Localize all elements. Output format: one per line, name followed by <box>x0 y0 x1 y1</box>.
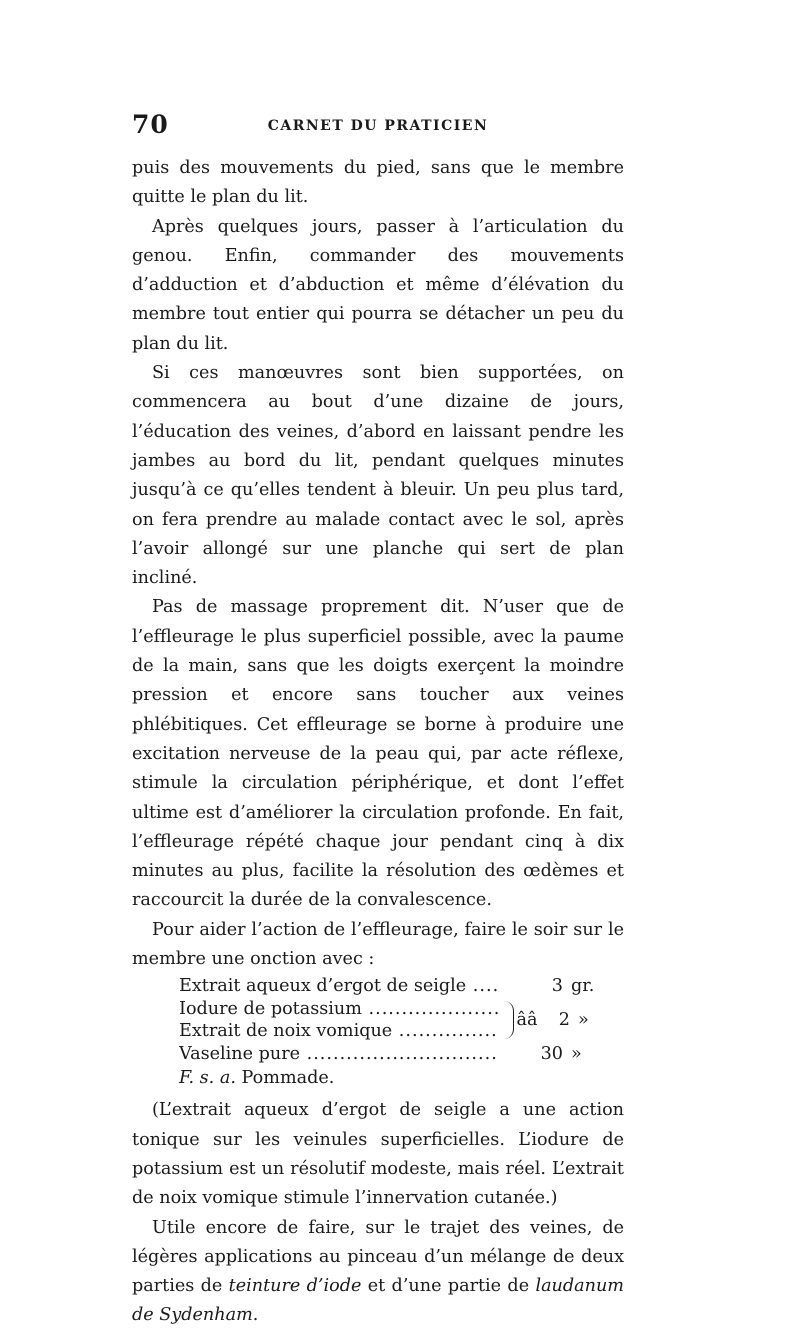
ingredient-unit: gr. <box>571 976 595 997</box>
formula-text: Pommade. <box>241 1068 335 1089</box>
ingredient-amount: 30 <box>540 1043 563 1064</box>
paragraph-veins: Si ces manœuvres sont bien supportées, on commencera au bout d’une dizaine de jours, l’éducation des veines, d’abord en laissant pendre les jambes au bord du lit, pendant quelques minutes jusqu’à ce qu’elles tendent à bleuir. Un peu plus tard, on fera prendre au malade contact avec le sol, après l’avoir allongé sur une planche qui sert de plan incliné. <box>132 363 624 589</box>
ingredient-name: Vaseline pure ..... <box>179 1043 499 1066</box>
prescription <box>179 975 624 1091</box>
curly-brace-icon <box>501 1001 514 1039</box>
paragraph-continuation: puis des mouvements du pied, sans que le membre quitte le plan du lit. <box>132 158 624 208</box>
prescription-row-ergot <box>179 975 624 998</box>
prescription-row-vaseline <box>179 1043 624 1066</box>
ingredient-name: Extrait aqueux d’ergot de seigle ..... <box>179 975 499 998</box>
ingredient-amount: 3 <box>551 976 563 997</box>
ana-mark: ââ <box>516 1009 538 1030</box>
ingredient-name: Iodure de potassium ..... <box>179 998 499 1021</box>
ingredient-name: Extrait de noix vomique ..... <box>179 1020 499 1043</box>
paragraph-onction: Pour aider l’action de l’effleurage, faire le soir sur le membre une onction avec : <box>132 919 624 970</box>
running-title: CARNET DU PRATICIEN <box>267 118 489 134</box>
ingredient-amount: 2 <box>558 1009 570 1030</box>
laudanum: laudanum de Sydenham <box>132 1276 624 1326</box>
ingredient-unit: » <box>571 1043 582 1064</box>
paragraph-final: Utile encore de faire, sur le trajet des veines, de légères applications au pinceau d’un mélange de deux parties de teinture d’iode et d’une partie de laudanum de Sydenham. <box>132 1217 624 1326</box>
page-number: 70 <box>132 110 169 139</box>
paragraph-note: (L’extrait aqueux d’ergot de seigle a une action tonique sur les veinules superficielles. L’iodure de potassium est un résolutif modeste, mais réel. L’extrait de noix vomique stimule l’innervation cutanée.) <box>132 1100 624 1209</box>
page-header <box>132 110 624 140</box>
ingredient-unit: » <box>578 1009 589 1030</box>
paragraph-effleurage: Pas de massage proprement dit. N’user que de l’effleurage le plus superficiel possible, avec la paume de la main, sans que les doigts exerçent la moindre pression et encore sans toucher aux veines phlébitiques. Cet effleurage se borne à produire une excitation nerveuse de la peau qui, par acte réflexe, stimule la circulation périphérique, et dont l’effet ultime est d’améliorer la circulation profonde. En fait, l’effleurage répété chaque jour pendant cinq à dix minutes au plus, facilite la résolution des œdèmes et raccourcit la durée de la convalescence. <box>132 597 624 911</box>
prescription-formula <box>179 1065 624 1091</box>
body-text <box>132 154 624 1331</box>
prescription-pair <box>179 998 624 1043</box>
teinture-iode: teinture d’iode <box>228 1276 362 1297</box>
paragraph-knee: Après quelques jours, passer à l’articulation du genou. Enfin, commander des mouvements d’adduction et d’abduction et même d’élévation du membre tout entier qui pourra se détacher un peu du plan du lit. <box>132 216 624 354</box>
formula-abbreviation: F. s. a. <box>179 1068 236 1089</box>
